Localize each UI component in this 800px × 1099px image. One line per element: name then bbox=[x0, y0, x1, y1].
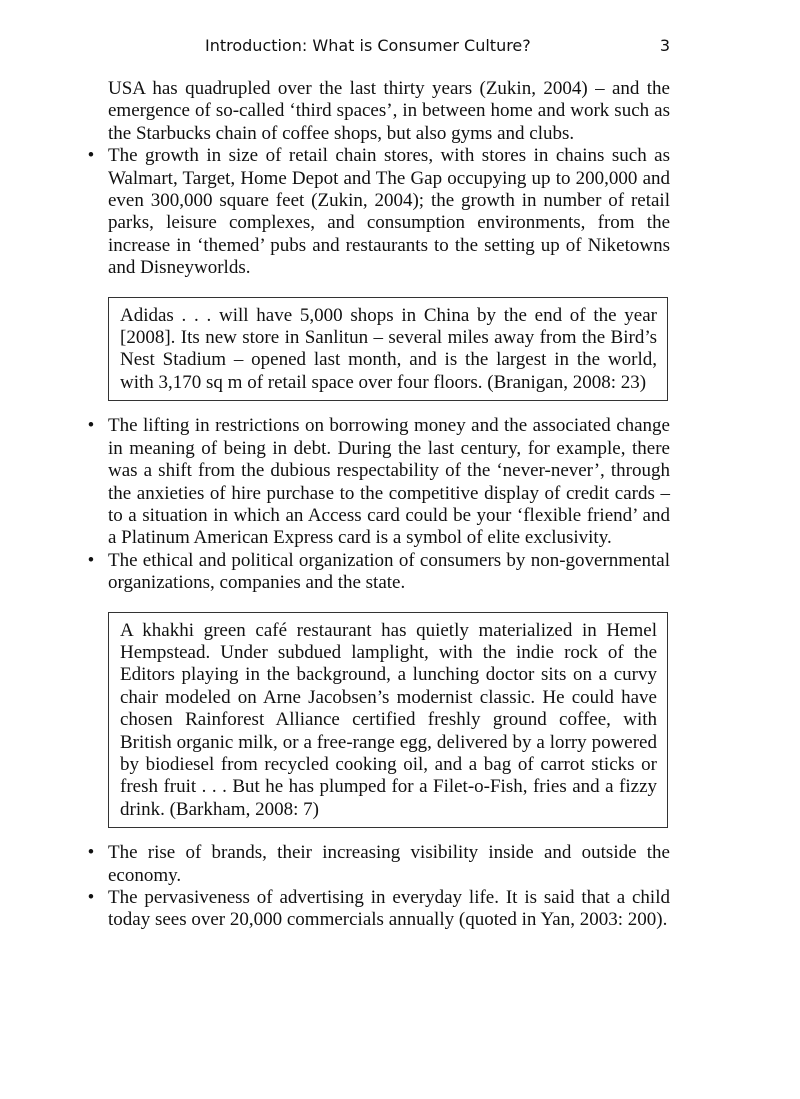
list-item bbox=[87, 145, 670, 279]
boxed-quote-text: Adidas . . . will have 5,000 shops in China by the end of the year [2008]. Its new store in Sanlitun – several miles away from the Bird’s Nest Stadium – opened last month, and is the largest in the world, with 3,170 sq m of retail space over four floors. (Branigan, 2008: 23) bbox=[120, 304, 657, 393]
list-item-text: The growth in size of retail chain stores, with stores in chains such as Walmart, Target, Home Depot and The Gap occupying up to 200,000 and even 300,000 square feet (Zukin, 2004); the growth in number of retail parks, leisure complexes, and consumption environments, from the increase in ‘themed’ pubs and restaurants to the setting up of Niketowns and Disneyworlds. bbox=[108, 145, 670, 279]
continuation-paragraph: USA has quadrupled over the last thirty years (Zukin, 2004) – and the emergence of so-called ‘third spaces’, in between home and work such as the Starbucks chain of coffee shops, but also gyms and clubs. bbox=[108, 78, 670, 144]
bullet-marker: • bbox=[87, 887, 95, 908]
list-item-text: The pervasiveness of advertising in everyday life. It is said that a child today sees over 20,000 commercials annually (quoted in Yan, 2003: 200). bbox=[108, 887, 670, 931]
list-item-text: The lifting in restrictions on borrowing money and the associated change in meaning of being in debt. During the last century, for example, there was a shift from the dubious respectability of the ‘never-never’, through the anxieties of hire purchase to the competitive display of credit cards – to a situation in which an Access card could be your ‘flexible friend’ and a Platinum American Express card is a symbol of elite exclusivity. bbox=[108, 415, 670, 549]
boxed-quote-adidas bbox=[108, 297, 668, 402]
body-text bbox=[87, 78, 670, 932]
list-item bbox=[87, 842, 670, 887]
running-head bbox=[108, 34, 670, 58]
bullet-marker: • bbox=[87, 842, 95, 864]
boxed-quote-cafe bbox=[108, 612, 668, 829]
bullet-marker: • bbox=[87, 415, 95, 437]
list-item bbox=[87, 887, 670, 932]
running-head-title: Introduction: What is Consumer Culture? bbox=[205, 36, 531, 55]
bullet-marker: • bbox=[87, 145, 95, 167]
list-item-text: The rise of brands, their increasing visibility inside and outside the economy. bbox=[108, 842, 670, 886]
bullet-list-2 bbox=[87, 415, 670, 594]
page-number: 3 bbox=[659, 36, 670, 55]
boxed-quote-text: A khakhi green café restaurant has quietly materialized in Hemel Hempstead. Under subdued lamplight, with the indie rock of the Editors playing in the background, a lunching doctor sits on a curvy chair modeled on Arne Jacobsen’s modernist classic. He could have chosen Rainforest Alliance certified freshly ground coffee, with British organic milk, or a free-range egg, delivered by a lorry powered by biodiesel from recycled cooking oil, and a bag of carrot sticks or fresh fruit . . . But he has plumped for a Filet-o-Fish, fries and a fizzy drink. (Barkham, 2008: 7) bbox=[120, 619, 657, 820]
list-item-text: The ethical and political organization of consumers by non-governmental organizations, companies and the state. bbox=[108, 549, 670, 594]
list-item bbox=[87, 415, 670, 549]
bullet-list-1 bbox=[87, 145, 670, 279]
bullet-marker: • bbox=[87, 549, 95, 571]
list-item bbox=[87, 549, 670, 595]
bullet-list-3 bbox=[87, 842, 670, 932]
